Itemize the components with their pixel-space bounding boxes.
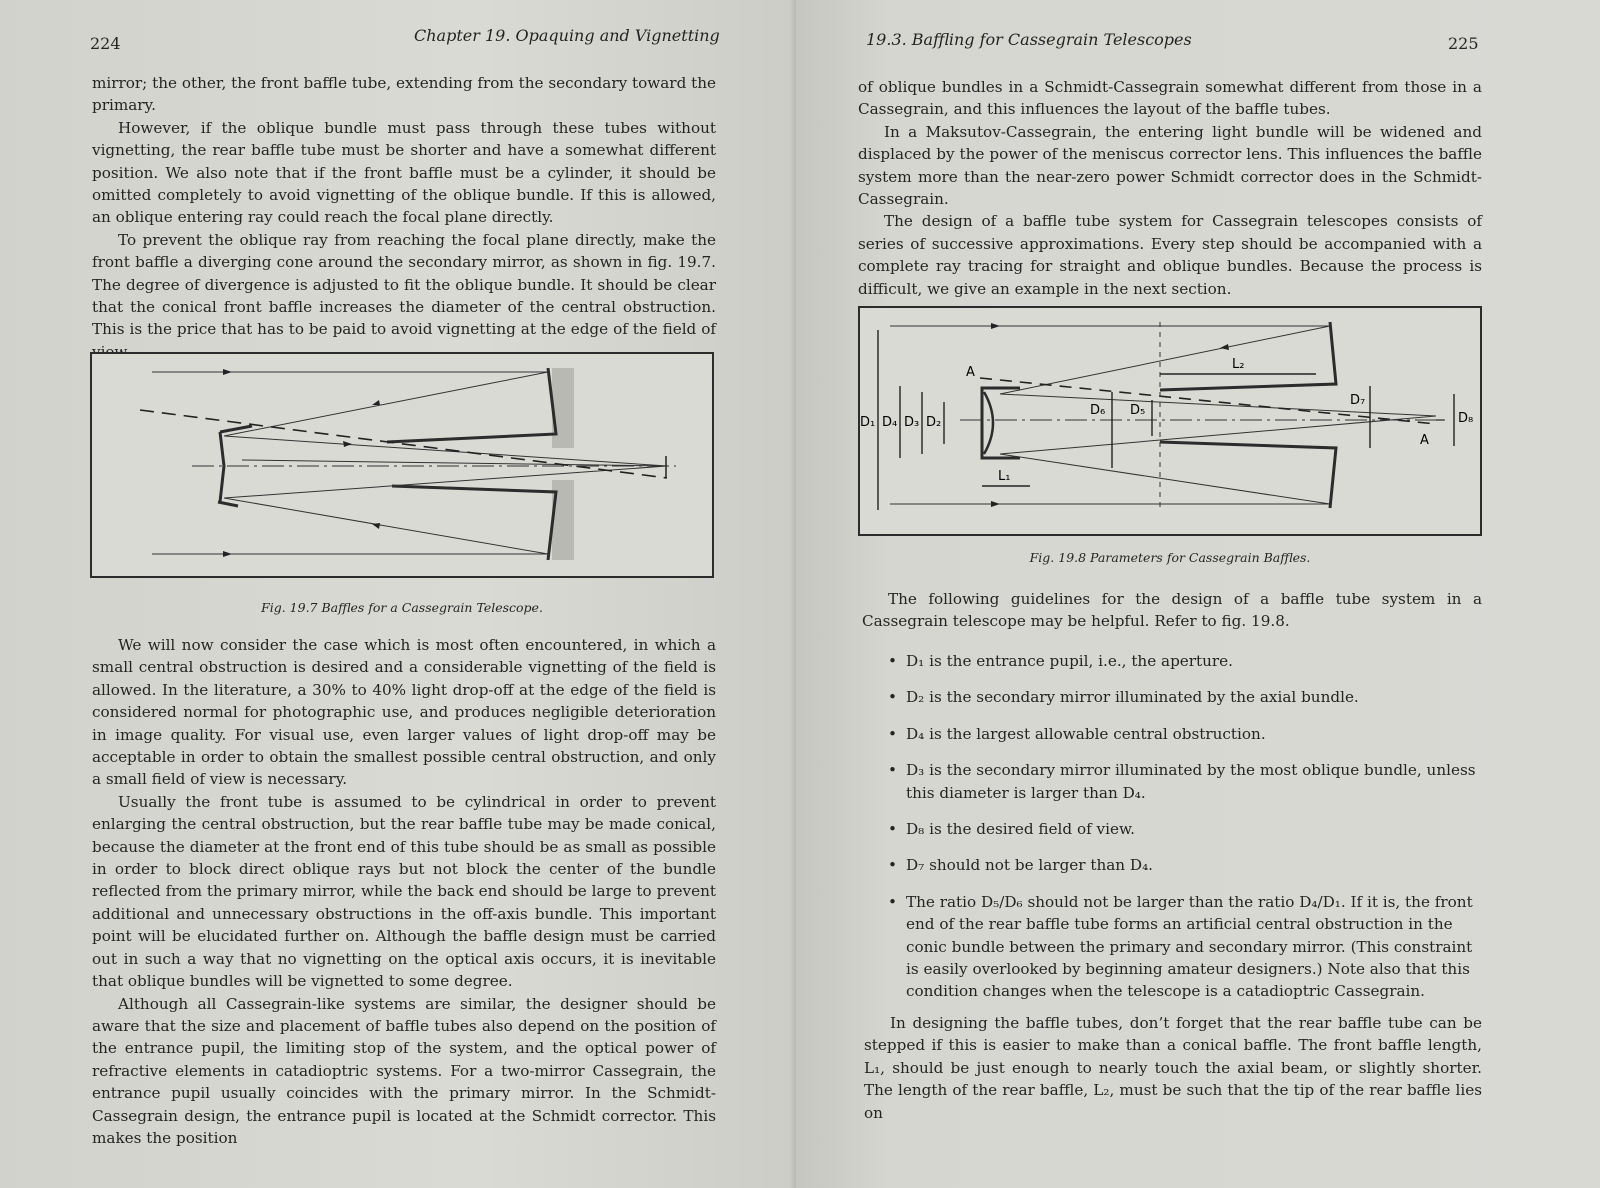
list-item: • The ratio D₅/D₆ should not be larger than the ratio D₄/D₁. If it is, the front end of the rear baffle tube forms an artificial central obstruction in the conic bundle between the primary and secondary mirror. (This constraint is easily overlooked by beginning amateur designers.) Note also that this condition changes when the telescope is a catadioptric Cassegrain.: [886, 891, 1482, 1003]
arrow-icon: [343, 441, 352, 447]
body-text-top: [858, 76, 1482, 300]
primary-mirror-top: [552, 368, 574, 448]
figure-19-8: [858, 306, 1482, 536]
baffle-diagram: [92, 354, 712, 576]
arrow-icon: [223, 369, 232, 375]
page-number: 225: [1448, 34, 1479, 53]
arrow-icon: [991, 501, 1000, 507]
ray-line: [1000, 326, 1330, 394]
paragraph: of oblique bundles in a Schmidt-Cassegrain somewhat different from those in a Cassegrain, and this influences the layout of the baffle tubes.: [858, 78, 1482, 119]
running-head: Chapter 19. Opaquing and Vignetting: [414, 26, 720, 45]
arrow-icon: [1220, 344, 1229, 350]
paragraph: mirror; the other, the front baffle tube, extending from the secondary toward the primary.: [92, 74, 716, 115]
paragraph: In a Maksutov-Cassegrain, the entering light bundle will be widened and displaced by the power of the meniscus corrector lens. This influences the baffle system more than the near-zero power Schmidt corrector does in the Schmidt-Cassegrain.: [858, 122, 1482, 209]
right-page: [796, 0, 1600, 1188]
label-A: A: [966, 365, 975, 380]
list-item: • D₄ is the largest allowable central obstruction.: [886, 723, 1482, 745]
closing-text: [864, 1012, 1482, 1124]
label-L2: L₂: [1232, 357, 1245, 372]
rear-baffle-top: [387, 368, 556, 442]
rear-baffle-bottom: [1160, 442, 1336, 508]
paragraph: In designing the baffle tubes, don’t forget that the rear baffle tube can be stepped if this is easier to make than a conical baffle. The front baffle length, L₁, should be just enough to nearly touch the axial beam, or slightly shorter. The length of the rear baffle, L₂, must be such that the tip of the rear baffle lies on: [864, 1014, 1482, 1122]
rear-baffle-bottom: [392, 486, 556, 560]
list-item: • D₇ should not be larger than D₄.: [886, 854, 1482, 876]
ray-line: [224, 466, 667, 498]
list-item: • D₃ is the secondary mirror illuminated by the most oblique bundle, unless this diameter is larger than D₄.: [886, 759, 1482, 804]
paragraph: The design of a baffle tube system for Cassegrain telescopes consists of series of successive approximations. Every step should be accompanied with a complete ray tracing for straight and oblique bundles. Because the process is difficult, we give an example in the next section.: [858, 212, 1482, 298]
figure-caption: Fig. 19.8 Parameters for Cassegrain Baffles.: [1029, 550, 1311, 565]
body-text-bottom: [92, 634, 716, 1149]
arrow-icon: [372, 523, 380, 529]
label-D7: D₇: [1350, 393, 1366, 408]
arrow-icon: [372, 400, 380, 405]
label-A: A: [1420, 433, 1429, 448]
ray-line: [224, 498, 548, 554]
figure-19-7: [90, 352, 714, 578]
running-head: 19.3. Baffling for Cassegrain Telescopes: [866, 30, 1192, 49]
paragraph: Usually the front tube is assumed to be cylindrical in order to prevent enlarging the central obstruction, but the rear baffle tube may be made conical, because the diameter at the front end of this tube should be as small as possible in order to block direct oblique rays but not block the center of the bundle reflected from the primary mirror, while the back end should be large to prevent additional and unnecessary obstructions in the off-axis bundle. This important point will be elucidated further on. Although the baffle design must be carried out in such a way that no vignetting on the optical axis occurs, it is inevitable that oblique bundles will be vignetted to some degree.: [92, 792, 716, 991]
ray-line: [242, 460, 667, 466]
arrow-icon: [991, 323, 1000, 329]
paragraph: To prevent the oblique ray from reaching the focal plane directly, make the front baffle a diverging cone around the secondary mirror, as shown in fig. 19.7. The degree of divergence is adjusted to fit the oblique bundle. It should be clear that the conical front baffle increases the diameter of the central obstruction. This is the price that has to be paid to avoid vignetting at the edge of the field of: [92, 230, 716, 339]
baffle-parameter-diagram: [860, 308, 1480, 534]
guideline-list: [886, 650, 1482, 1017]
page-number: 224: [90, 34, 121, 53]
paragraph: Although all Cassegrain-like systems are similar, the designer should be aware that the size and placement of baffle tubes also depend on the position of the entrance pupil, the limiting stop of the system, and the optical power of refractive elements in catadioptric systems. For a two-mirror Cassegrain, the entrance pupil usually coincides with the primary mirror. In the Schmidt-Cassegrain design, the entrance pupil is located at the Schmidt corrector. This makes the position: [92, 994, 716, 1147]
left-page: [0, 0, 796, 1188]
label-D1: D₁: [860, 415, 876, 430]
oblique-ray: [980, 378, 1436, 424]
label-D4: D₄: [882, 415, 898, 430]
intro-text: [862, 588, 1482, 633]
paragraph: However, if the oblique bundle must pass through these tubes without vignetting, the rear baffle tube must be shorter and have a somewhat different position. We also note that if the front baffle must be a cylinder, it should be omitted completely to avoid vignetting of the oblique bundle. If this is allowed, an oblique entering ray could reach the focal plane directly.: [92, 118, 716, 227]
secondary-mirror: [220, 432, 224, 502]
body-text-top: [92, 72, 716, 363]
ray-line: [1000, 454, 1330, 504]
label-D2: D₂: [926, 415, 942, 430]
figure-caption: Fig. 19.7 Baffles for a Cassegrain Telescope.: [261, 600, 543, 615]
secondary-mirror: [984, 392, 993, 454]
oblique-ray: [140, 410, 667, 478]
paragraph: We will now consider the case which is most often encountered, in which a small central obstruction is desired and a considerable vignetting of the field is allowed. In the literature, a 30% to 40% light drop-off at the edge of the field is considered normal for photographic use, and produces negligible deterioration in image quality. For visual use, even larger values of light drop-off may be acceptable in order to obtain the smallest possible central obstruction, and only a small field of view is necessary.: [92, 636, 716, 789]
list-item: • D₈ is the desired field of view.: [886, 818, 1482, 840]
label-D6: D₆: [1090, 403, 1106, 418]
label-D3: D₃: [904, 415, 920, 430]
label-D8: D₈: [1458, 411, 1474, 426]
list-item: • D₁ is the entrance pupil, i.e., the aperture.: [886, 650, 1482, 672]
label-L1: L₁: [998, 469, 1011, 484]
front-baffle-bottom: [218, 502, 238, 506]
arrow-icon: [223, 551, 232, 557]
list-item: • D₂ is the secondary mirror illuminated by the axial bundle.: [886, 686, 1482, 708]
label-D5: D₅: [1130, 403, 1146, 418]
paragraph: The following guidelines for the design of a baffle tube system in a Cassegrain telescope may be helpful. Refer to fig. 19.8.: [862, 590, 1482, 631]
